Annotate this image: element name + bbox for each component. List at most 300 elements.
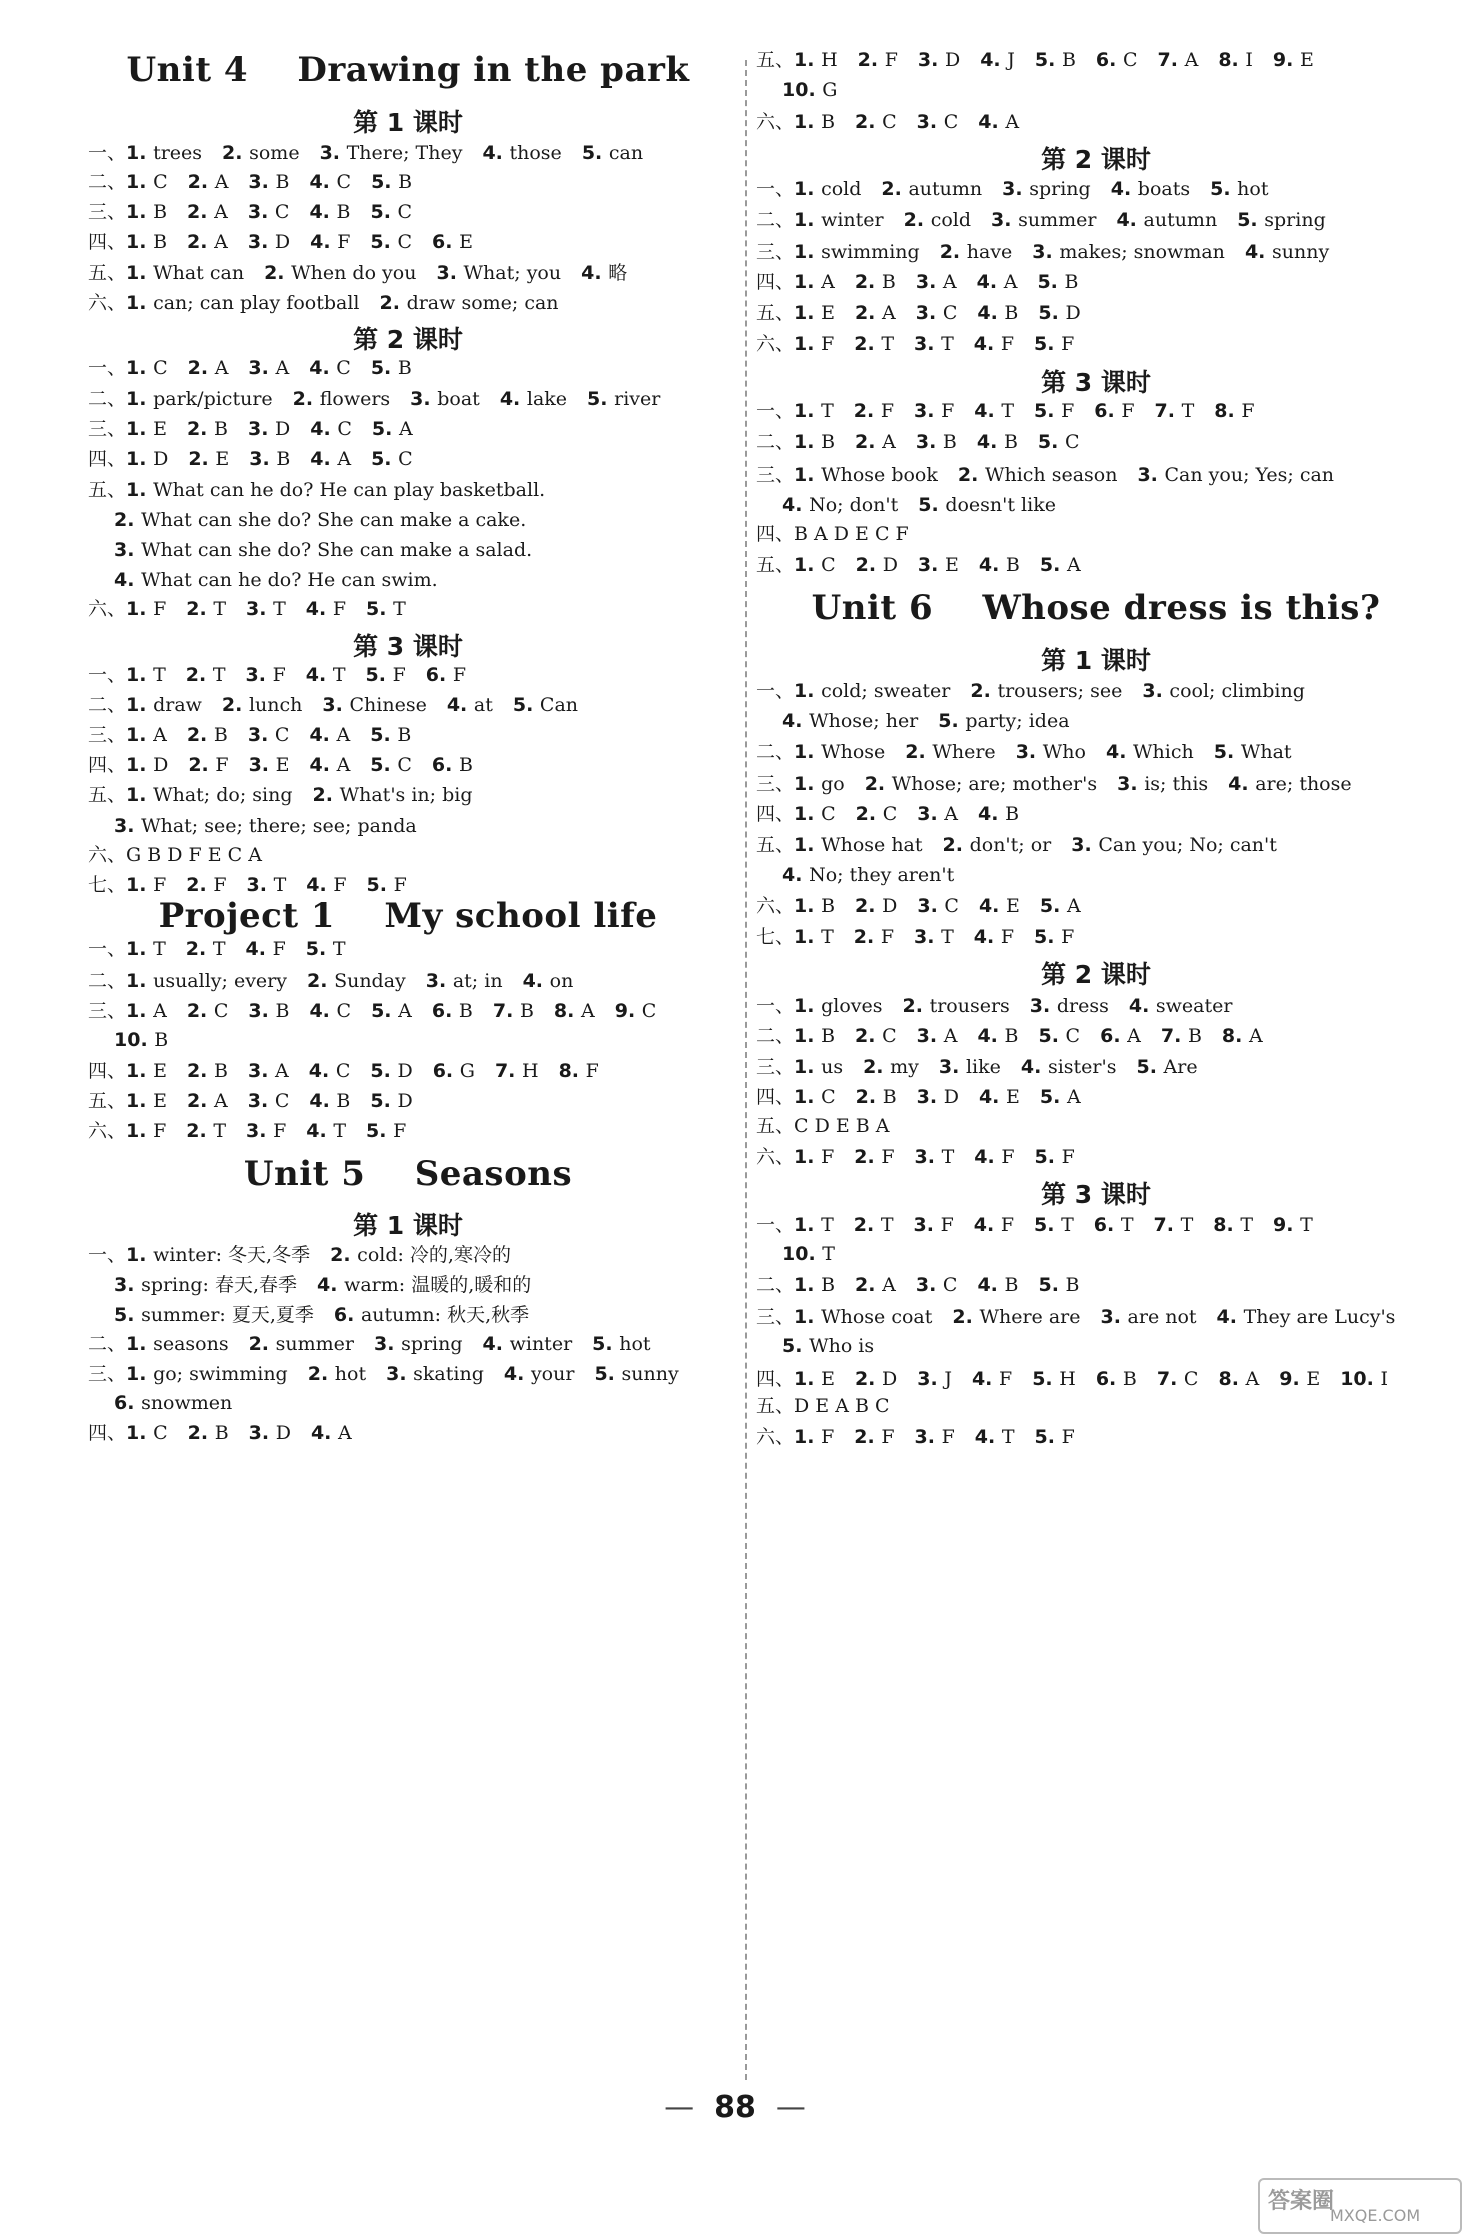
question-number: 3. — [938, 1056, 966, 1078]
answer-text: go — [821, 773, 845, 795]
answer-text: A — [882, 1274, 896, 1296]
answer-line — [88, 783, 473, 807]
question-number: 5. — [370, 201, 398, 223]
answer-text: F — [884, 49, 898, 71]
question-number: 4. — [971, 1368, 999, 1390]
answer-text: B — [821, 1025, 836, 1047]
answer-text: cool; climbing — [1169, 680, 1305, 702]
question-number: 4. — [310, 448, 338, 470]
section-number: 四、 — [756, 803, 795, 825]
question-number: 2. — [186, 1120, 214, 1142]
question-number: 7. — [1156, 1368, 1184, 1390]
question-number: 1. — [126, 292, 154, 314]
answer-text: T — [273, 598, 286, 620]
question-number: 5. — [594, 1363, 622, 1385]
question-number: 4. — [1228, 773, 1256, 795]
question-number: 4. — [974, 1426, 1002, 1448]
question-number: 1. — [126, 142, 154, 164]
question-number: 1. — [794, 895, 822, 917]
answer-text: F — [1001, 1146, 1015, 1168]
question-number: 2. — [188, 448, 216, 470]
answer-text: sister's — [1047, 1056, 1117, 1078]
question-number: 5. — [370, 231, 398, 253]
answer-text: park/picture — [153, 388, 273, 410]
question-number: 7. — [1153, 1214, 1181, 1236]
answer-line — [756, 894, 1081, 918]
answer-text: A — [882, 302, 896, 324]
question-number: 4. — [482, 1333, 510, 1355]
question-number: 4. — [1105, 741, 1134, 763]
answer-text: E — [1299, 49, 1314, 71]
lesson-heading: 第 1 课时 — [353, 108, 463, 137]
answer-text: B — [1005, 554, 1020, 576]
question-number: 5. — [1237, 209, 1265, 231]
question-number: 3. — [917, 1368, 945, 1390]
question-number: 1. — [126, 1363, 154, 1385]
answer-text: E — [459, 231, 473, 253]
question-number: 3. — [246, 598, 274, 620]
question-number: 4. — [973, 1214, 1001, 1236]
answer-text: spring — [1264, 209, 1326, 231]
answer-line — [756, 553, 1081, 577]
question-number: 5. — [1213, 741, 1241, 763]
section-number: 四、 — [756, 523, 795, 545]
question-number: 4. — [309, 754, 337, 776]
answer-text: B — [1004, 1025, 1019, 1047]
question-number: 3. — [114, 815, 142, 837]
watermark-logo-text: 答案圈 — [1268, 2189, 1335, 2214]
answer-line — [88, 291, 559, 315]
question-number: 4. — [309, 357, 337, 379]
question-number: 4. — [306, 874, 334, 896]
answer-text: sunny — [621, 1363, 679, 1385]
answer-text: B — [1061, 49, 1076, 71]
answer-text: They are Lucy's — [1243, 1306, 1396, 1328]
section-number: 三、 — [88, 201, 127, 223]
answer-line — [756, 1085, 1081, 1109]
answer-text: C — [882, 803, 898, 825]
section-number: 一、 — [88, 357, 127, 379]
question-number: 4. — [974, 400, 1002, 422]
answer-text: A — [275, 357, 290, 379]
question-number: 4. — [1020, 1056, 1048, 1078]
answer-text: A — [1127, 1025, 1141, 1047]
question-number: 4. — [1128, 995, 1156, 1017]
answer-text: F — [393, 874, 407, 896]
answer-text: Sunday — [334, 970, 406, 992]
answer-text: Whose book — [821, 464, 938, 486]
answer-text: A — [882, 431, 896, 453]
question-number: 5. — [366, 1120, 394, 1142]
answer-line — [88, 843, 262, 867]
answer-text: B — [519, 1000, 534, 1022]
answer-text: T — [880, 1214, 894, 1236]
lesson-heading: 第 3 课时 — [353, 632, 463, 661]
answer-text: B — [821, 895, 836, 917]
question-number: 4. — [317, 1274, 345, 1296]
question-number: 1. — [126, 874, 154, 896]
section-number: 六、 — [756, 895, 795, 917]
answer-text: is; this — [1144, 773, 1209, 795]
answer-text: boats — [1137, 178, 1191, 200]
answer-text: No; don't — [809, 494, 899, 516]
question-number: 2. — [188, 754, 216, 776]
answer-text: F — [273, 1120, 287, 1142]
question-number: 3. — [247, 231, 275, 253]
answer-line — [756, 772, 1352, 796]
question-number: 3. — [1117, 773, 1145, 795]
answer-text: C D E B A — [794, 1115, 890, 1137]
section-number: 二、 — [756, 431, 795, 453]
answer-line — [88, 937, 346, 961]
section-number: 六、 — [756, 1146, 795, 1168]
section-number: 一、 — [756, 680, 795, 702]
question-number: 4. — [499, 388, 527, 410]
question-number: 1. — [794, 431, 822, 453]
answer-text: C — [942, 302, 958, 324]
question-number: 2. — [185, 938, 213, 960]
answer-text: C — [1065, 1025, 1081, 1047]
question-number: 4. — [978, 1086, 1007, 1108]
question-number: 6. — [432, 1060, 460, 1082]
answer-text: A — [214, 1090, 228, 1112]
question-number: 9. — [1272, 49, 1300, 71]
answer-line — [782, 863, 954, 887]
answer-line — [756, 1114, 890, 1138]
answer-text: E — [944, 554, 959, 576]
answer-text: C — [274, 1090, 290, 1112]
question-number: 5. — [371, 418, 399, 440]
question-number: 1. — [794, 302, 822, 324]
answer-line — [114, 1391, 232, 1415]
question-number: 1. — [794, 773, 822, 795]
unit-title: Unit 5 Seasons — [243, 1154, 573, 1194]
section-number: 五、 — [88, 1090, 127, 1112]
question-number: 1. — [794, 1368, 822, 1390]
answer-text: F — [1000, 333, 1015, 355]
answer-line — [88, 447, 413, 471]
question-number: 8. — [558, 1060, 586, 1082]
section-number: 五、 — [756, 1395, 795, 1417]
question-number: 2. — [863, 1056, 891, 1078]
section-number: 四、 — [756, 1086, 795, 1108]
section-number: 三、 — [88, 1363, 127, 1385]
answer-line — [782, 493, 1056, 517]
question-number: 5. — [371, 1000, 399, 1022]
answer-text: warm: 温暖的,暖和的 — [344, 1274, 532, 1296]
answer-text: D — [882, 895, 898, 917]
answer-text: us — [821, 1056, 844, 1078]
question-number: 1. — [126, 1120, 154, 1142]
answer-text: Whose coat — [821, 1306, 933, 1328]
answer-text: C — [153, 171, 168, 193]
question-number: 5. — [370, 1090, 398, 1112]
answer-text: C — [821, 803, 836, 825]
question-number: 3. — [917, 49, 945, 71]
answer-line — [88, 663, 466, 687]
answer-text: T — [1300, 1214, 1313, 1236]
answer-line — [88, 597, 406, 621]
answer-text: B — [397, 724, 412, 746]
question-number: 5. — [114, 1304, 142, 1326]
answer-text: C — [336, 171, 352, 193]
answer-text: cold — [930, 209, 972, 231]
section-number: 三、 — [756, 464, 795, 486]
answer-text: F — [153, 598, 167, 620]
question-number: 5. — [1034, 1426, 1062, 1448]
answer-line — [88, 1332, 651, 1356]
answer-text: A — [214, 171, 229, 193]
question-number: 4. — [309, 201, 337, 223]
answer-text: C — [943, 111, 959, 133]
lesson-heading: 第 1 课时 — [1041, 646, 1151, 675]
question-number: 1. — [794, 271, 822, 293]
answer-text: trousers; see — [997, 680, 1123, 702]
answer-text: F — [880, 400, 895, 422]
question-number: 3. — [1032, 241, 1060, 263]
answer-text: summer: 夏天,夏季 — [141, 1304, 314, 1326]
answer-text: F — [332, 598, 347, 620]
question-number: 3. — [319, 142, 347, 164]
question-number: 2. — [187, 357, 215, 379]
answer-text: E — [821, 302, 835, 324]
question-number: 3. — [914, 400, 942, 422]
question-number: 1. — [794, 464, 822, 486]
lesson-heading: 第 1 课时 — [353, 1211, 463, 1240]
answer-line — [782, 1242, 835, 1266]
question-number: 1. — [126, 1333, 154, 1355]
question-number: 5. — [1039, 554, 1067, 576]
page-number: 88 — [714, 2090, 756, 2125]
question-number: 5. — [1038, 1025, 1066, 1047]
answer-text: F — [213, 874, 227, 896]
answer-text: F — [881, 1146, 895, 1168]
question-number: 3. — [410, 388, 438, 410]
answer-text: B — [153, 201, 168, 223]
answer-line — [756, 1394, 890, 1418]
question-number: 5. — [371, 171, 399, 193]
answer-line — [88, 478, 545, 502]
answer-text: E — [1006, 1086, 1020, 1108]
section-number: 七、 — [756, 926, 795, 948]
question-number: 1. — [794, 241, 822, 263]
answer-text: F — [1000, 926, 1015, 948]
question-number: 3. — [915, 1274, 943, 1296]
answer-line — [756, 1024, 1263, 1048]
question-number: 5. — [587, 388, 615, 410]
answer-text: B — [214, 418, 228, 440]
answer-text: F — [153, 874, 167, 896]
question-number: 3. — [386, 1363, 414, 1385]
answer-text: C — [336, 1000, 352, 1022]
unit-title: Unit 6 Whose dress is this? — [811, 588, 1381, 628]
question-number: 3. — [916, 1086, 944, 1108]
section-number: 一、 — [88, 938, 127, 960]
answer-text: river — [614, 388, 661, 410]
answer-text: E — [153, 1060, 167, 1082]
answer-text: D — [274, 231, 291, 253]
answer-text: Whose; are; mother's — [891, 773, 1098, 795]
question-number: 2. — [264, 262, 292, 284]
question-number: 2. — [222, 142, 250, 164]
answer-line — [756, 240, 1329, 264]
question-number: 4. — [977, 1025, 1005, 1047]
answer-line — [88, 230, 473, 254]
question-number: 6. — [425, 664, 453, 686]
watermark-logo — [1258, 2178, 1462, 2234]
answer-text: C — [821, 554, 836, 576]
answer-text: B — [397, 357, 412, 379]
question-number: 1. — [794, 680, 822, 702]
question-number: 2. — [855, 1086, 883, 1108]
answer-text: T — [1240, 1214, 1254, 1236]
answer-text: B — [276, 448, 291, 470]
question-number: 4. — [310, 1422, 339, 1444]
answer-text: at — [473, 694, 493, 716]
answer-line — [88, 693, 578, 717]
answer-text: D — [943, 1086, 959, 1108]
answer-line — [88, 1089, 413, 1113]
answer-text: T — [821, 926, 834, 948]
question-number: 5. — [1034, 1146, 1062, 1168]
answer-line — [88, 1421, 352, 1445]
question-number: 2. — [952, 1306, 980, 1328]
question-number: 5. — [305, 938, 333, 960]
answer-text: C — [335, 1060, 351, 1082]
question-number: 2. — [187, 1422, 215, 1444]
question-number: 6. — [432, 231, 460, 253]
question-number: 4. — [245, 938, 273, 960]
answer-text: A — [1066, 554, 1081, 576]
question-number: 1. — [126, 784, 154, 806]
question-number: 3. — [1029, 995, 1057, 1017]
answer-line — [756, 1425, 1075, 1449]
answer-text: D — [882, 554, 898, 576]
answer-text: D — [944, 49, 961, 71]
lesson-heading: 第 3 课时 — [1041, 368, 1151, 397]
answer-text: E — [275, 754, 290, 776]
question-number: 1. — [794, 1214, 822, 1236]
question-number: 1. — [794, 1306, 822, 1328]
answer-text: Are — [1163, 1056, 1198, 1078]
answer-text: trees — [153, 142, 203, 164]
question-number: 1. — [126, 448, 154, 470]
question-number: 4. — [308, 1060, 336, 1082]
question-number: 5. — [370, 1060, 398, 1082]
question-number: 5. — [581, 142, 609, 164]
column-divider — [745, 60, 747, 2080]
question-number: 4. — [305, 598, 333, 620]
answer-line — [88, 723, 411, 747]
question-number: 9. — [1273, 1214, 1301, 1236]
answer-text: party; idea — [965, 710, 1070, 732]
answer-line — [756, 110, 1019, 134]
question-number: 3. — [915, 271, 943, 293]
question-number: 2. — [854, 1368, 883, 1390]
answer-text: What; you — [463, 262, 562, 284]
question-number: 4. — [482, 142, 510, 164]
section-number: 二、 — [88, 694, 127, 716]
answer-text: F — [1061, 926, 1075, 948]
answer-text: on — [549, 970, 574, 992]
answer-line — [88, 1362, 679, 1386]
answer-text: B — [458, 1000, 473, 1022]
answer-text: H — [522, 1060, 539, 1082]
question-number: 2. — [855, 803, 883, 825]
answer-text: spring — [401, 1333, 463, 1355]
question-number: 1. — [126, 1060, 154, 1082]
question-number: 1. — [126, 1090, 154, 1112]
answer-text: some — [249, 142, 300, 164]
answer-text: What's in; big — [339, 784, 473, 806]
answer-line — [114, 508, 526, 532]
question-number: 3. — [114, 539, 142, 561]
answer-text: T — [941, 926, 954, 948]
answer-line — [756, 925, 1074, 949]
answer-text: G B D F E C A — [126, 844, 262, 866]
lesson-heading: 第 2 课时 — [1041, 960, 1151, 989]
question-number: 1. — [126, 938, 154, 960]
answer-line — [756, 802, 1019, 826]
answer-line — [88, 200, 412, 224]
question-number: 3. — [247, 724, 275, 746]
answer-text: A — [1005, 111, 1020, 133]
answer-text: I — [1380, 1368, 1388, 1390]
answer-text: draw — [153, 694, 202, 716]
answer-text: A — [1066, 895, 1081, 917]
answer-text: B — [1122, 1368, 1137, 1390]
question-number: 1. — [794, 1025, 822, 1047]
answer-text: E — [153, 418, 167, 440]
question-number: 8. — [553, 1000, 581, 1022]
question-number: 3. — [247, 418, 276, 440]
answer-text: A — [337, 448, 352, 470]
question-number: 5. — [1038, 1274, 1066, 1296]
question-number: 3. — [915, 431, 943, 453]
question-number: 1. — [794, 554, 822, 576]
answer-line — [88, 969, 573, 993]
question-number: 4. — [306, 1120, 334, 1142]
question-number: 1. — [794, 400, 822, 422]
section-number: 三、 — [88, 418, 127, 440]
question-number: 5. — [366, 874, 394, 896]
answer-text: Whose — [821, 741, 886, 763]
answer-text: T — [213, 1120, 227, 1142]
answer-text: gloves — [821, 995, 883, 1017]
answer-text: A — [275, 1060, 289, 1082]
question-number: 2. — [854, 1146, 882, 1168]
question-number: 1. — [794, 741, 822, 763]
answer-text: F — [1241, 400, 1255, 422]
answer-text: T — [1001, 400, 1015, 422]
answer-text: F — [393, 1120, 407, 1142]
answer-text: A — [398, 1000, 412, 1022]
question-number: 6. — [1093, 1214, 1121, 1236]
answer-text: T — [1180, 1214, 1194, 1236]
answer-text: B — [458, 754, 473, 776]
answer-text: F — [880, 926, 895, 948]
question-number: 2. — [942, 834, 970, 856]
answer-text: are not — [1127, 1306, 1197, 1328]
answer-text: F — [585, 1060, 599, 1082]
answer-text: like — [965, 1056, 1001, 1078]
question-number: 2. — [855, 111, 883, 133]
question-number: 1. — [794, 926, 822, 948]
question-number: 2. — [853, 926, 881, 948]
answer-text: Can you; No; can't — [1098, 834, 1277, 856]
question-number: 4. — [782, 494, 810, 516]
question-number: 2. — [186, 724, 214, 746]
